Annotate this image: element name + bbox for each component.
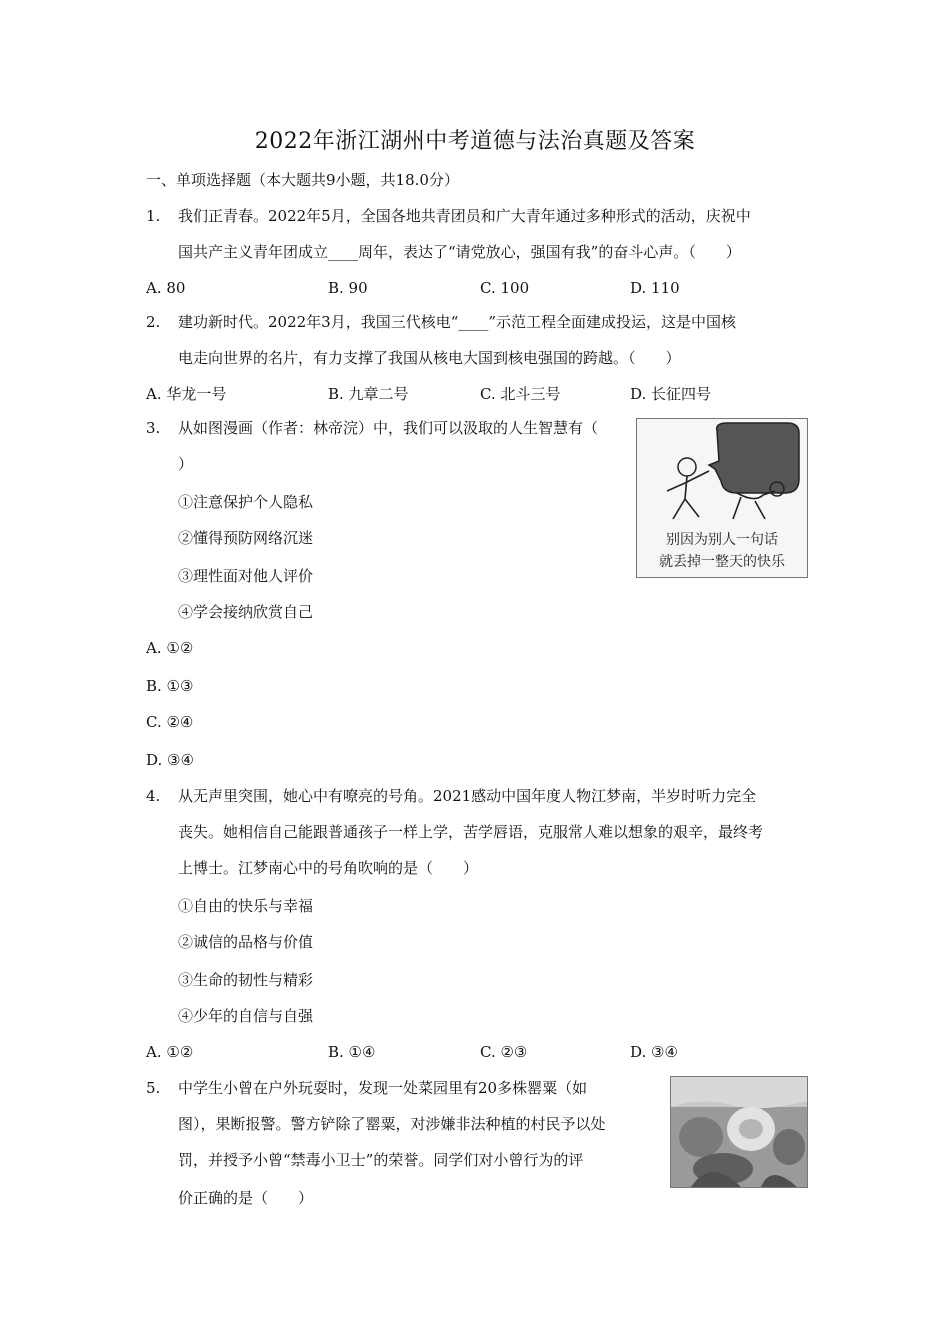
statement-item: ②诚信的品格与价值 <box>178 933 314 951</box>
question-text: 罚，并授予小曾“禁毒小卫士”的荣誉。同学们对小曾行为的评 <box>178 1151 584 1169</box>
question-number: 4. <box>146 787 161 805</box>
statement-item: ④少年的自信与自强 <box>178 1007 314 1025</box>
question-text: 建功新时代。2022年3月，我国三代核电“____”示范工程全面建成投运，这是中国核 <box>178 313 737 331</box>
question-text: 电走向世界的名片，有力支撑了我国从核电大国到核电强国的跨越。（ ） <box>178 349 681 367</box>
question-text: 我们正青春。2022年5月，全国各地共青团员和广大青年通过多种形式的活动，庆祝中 <box>178 207 751 225</box>
option-a: A. ①② <box>146 1043 194 1061</box>
statement-item: ③理性面对他人评价 <box>178 567 314 585</box>
poppy-image <box>671 1077 807 1187</box>
option-d: D. 110 <box>630 279 680 297</box>
question-text: 价正确的是（ ） <box>178 1189 314 1207</box>
option-c: C. ②④ <box>146 713 194 731</box>
option-c: C. 北斗三号 <box>480 385 561 403</box>
statement-item: ②懂得预防网络沉迷 <box>178 529 314 547</box>
question-number: 1. <box>146 207 161 225</box>
option-b: B. ①③ <box>146 677 194 695</box>
page-title: 2022年浙江湖州中考道德与法治真题及答案 <box>254 129 696 154</box>
option-c: C. 100 <box>480 279 530 297</box>
question-text: 图），果断报警。警方铲除了罂粟，对涉嫌非法种植的村民予以处 <box>178 1115 606 1133</box>
question-text: 国共产主义青年团成立____周年，表达了“请党放心，强国有我”的奋斗心声。（ ） <box>178 243 741 261</box>
question-text: ） <box>178 455 194 473</box>
option-c: C. ②③ <box>480 1043 528 1061</box>
question-text: 上博士。江梦南心中的号角吹响的是（ ） <box>178 859 479 877</box>
option-d: D. ③④ <box>630 1043 678 1061</box>
question-text: 从无声里突围，她心中有嘹亮的号角。2021感动中国年度人物江梦南，半岁时听力完全 <box>178 787 757 805</box>
statement-item: ①自由的快乐与幸福 <box>178 897 314 915</box>
option-d: D. 长征四号 <box>630 385 712 403</box>
cartoon-caption: 就丢掉一整天的快乐 <box>659 554 785 570</box>
question-number: 5. <box>146 1079 161 1097</box>
option-b: B. ①④ <box>328 1043 376 1061</box>
option-d: D. ③④ <box>146 751 194 769</box>
question-text: 从如图漫画（作者：林帝浣）中，我们可以汲取的人生智慧有（ <box>178 419 599 437</box>
question-number: 2. <box>146 313 161 331</box>
cartoon-caption: 别因为别人一句话 <box>666 532 778 548</box>
question-text: 丧失。她相信自己能跟普通孩子一样上学，苦学唇语，克服常人难以想象的艰辛，最终考 <box>178 823 764 841</box>
statement-item: ③生命的韧性与精彩 <box>178 971 314 989</box>
poppy-photo <box>670 1076 808 1188</box>
question-number: 3. <box>146 419 161 437</box>
question-text: 中学生小曾在户外玩耍时，发现一处菜园里有20多株罂粟（如 <box>178 1079 588 1097</box>
statement-item: ④学会接纳欣赏自己 <box>178 603 314 621</box>
option-a: A. 80 <box>146 279 186 297</box>
section-heading: 一、单项选择题（本大题共9小题，共18.0分） <box>146 171 459 189</box>
statement-item: ①注意保护个人隐私 <box>178 493 314 511</box>
option-a: A. 华龙一号 <box>146 385 227 403</box>
option-b: B. 90 <box>328 279 368 297</box>
option-b: B. 九章二号 <box>328 385 409 403</box>
cartoon-image <box>636 418 808 578</box>
option-a: A. ①② <box>146 639 194 657</box>
